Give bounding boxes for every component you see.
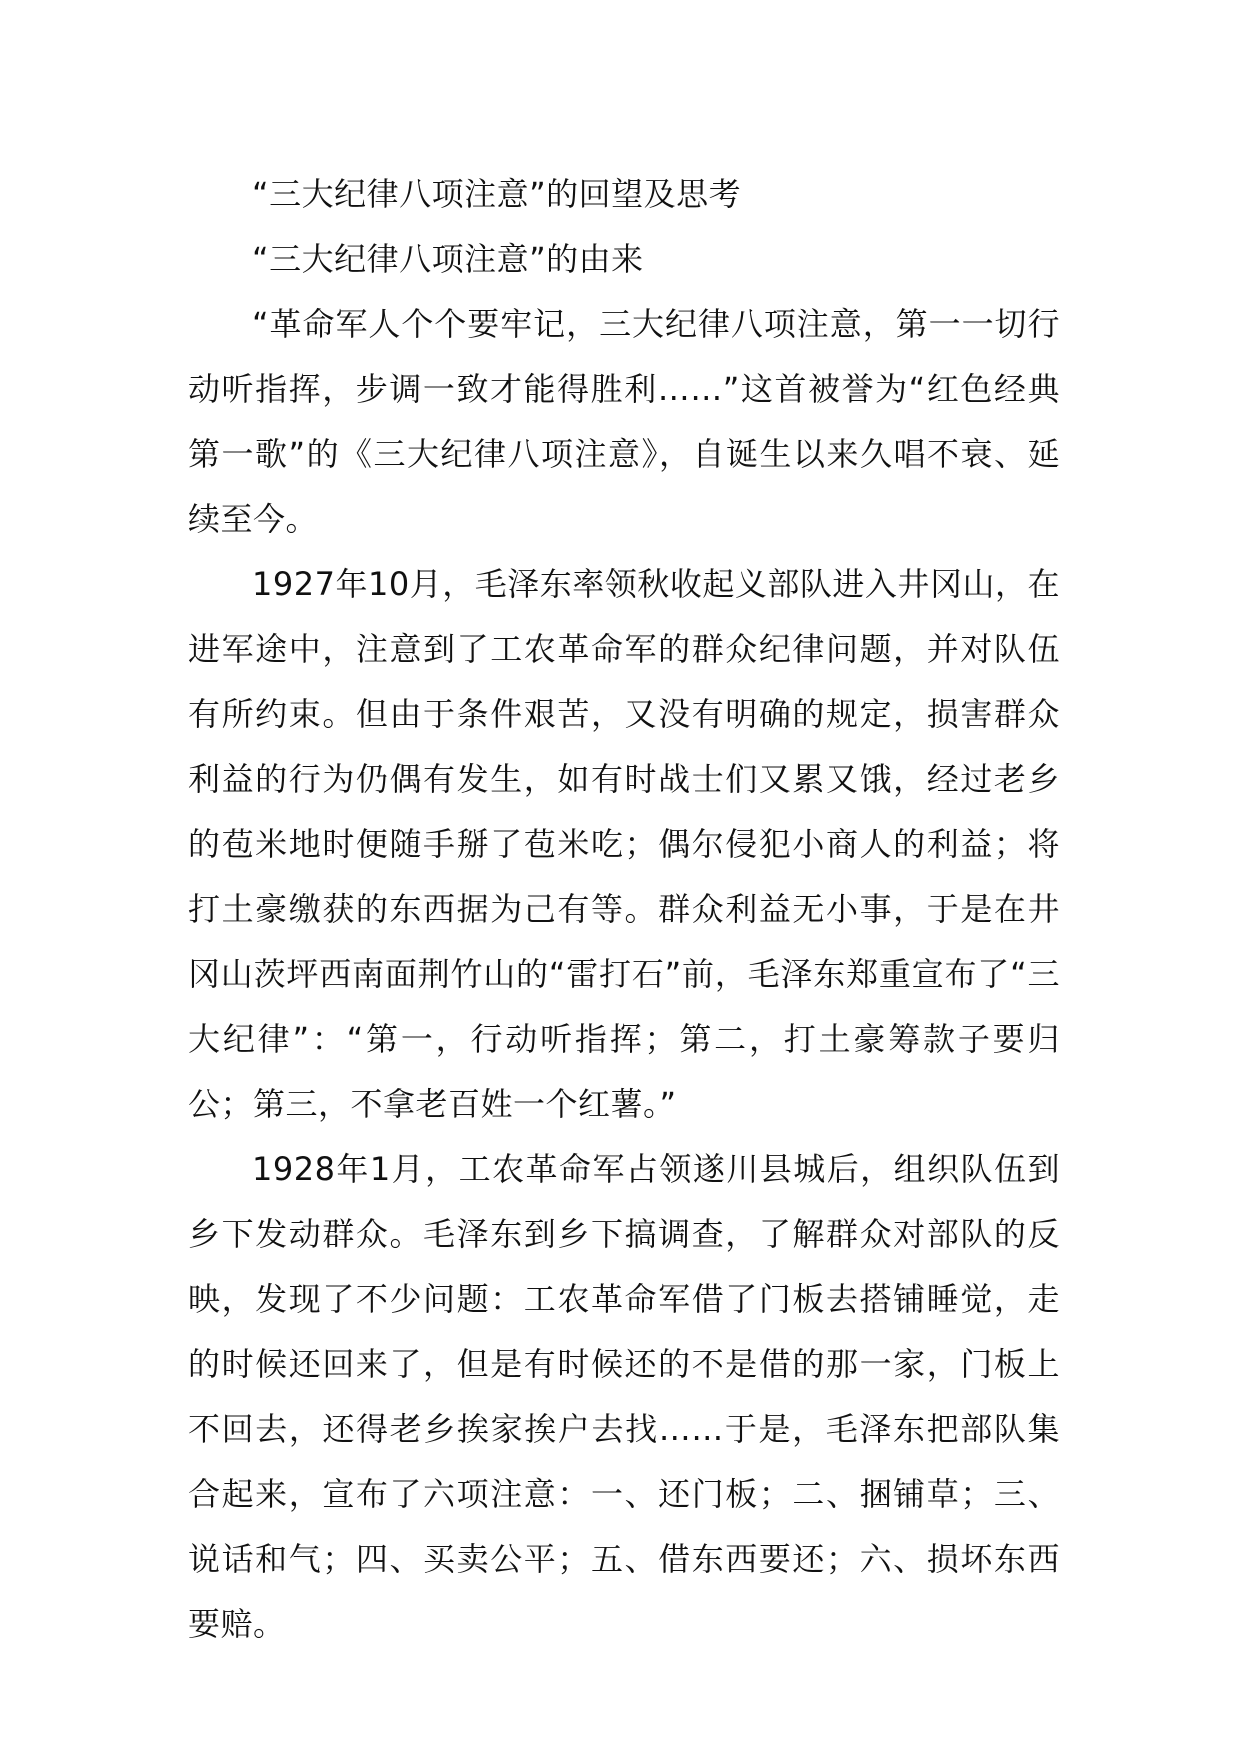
document-page xyxy=(188,162,1060,1657)
paragraph-1928: 1928年1月，工农革命军占领遂川县城后，组织队伍到乡下发动群众。毛泽东到乡下搞调查，了解群众对部队的反映，发现了不少问题：工农革命军借了门板去搭铺睡觉，走的时候还回来了，但是有时候还的不是借的那一家，门板上不回去，还得老乡挨家挨户去找……于是，毛泽东把部队集合起来，宣布了六项注意：一、还门板；二、捆铺草；三、说话和气；四、买卖公平；五、借东西要还；六、损坏东西要赔。 xyxy=(188,1150,1060,1643)
paragraph-intro: “革命军人个个要牢记，三大纪律八项注意，第一一切行动听指挥，步调一致才能得胜利……”这首被誉为“红色经典第一歌”的《三大纪律八项注意》，自诞生以来久唱不衰、延续至今。 xyxy=(188,305,1060,538)
section-heading: “三大纪律八项注意”的由来 xyxy=(252,240,644,278)
document-title: “三大纪律八项注意”的回望及思考 xyxy=(252,175,742,213)
paragraph-1927: 1927年10月，毛泽东率领秋收起义部队进入井冈山，在进军途中，注意到了工农革命军的群众纪律问题，并对队伍有所约束。但由于条件艰苦，又没有明确的规定，损害群众利益的行为仍偶有发生，如有时战士们又累又饿，经过老乡的苞米地时便随手掰了苞米吃；偶尔侵犯小商人的利益；将打土豪缴获的东西据为己有等。群众利益无小事，于是在井冈山茨坪西南面荆竹山的“雷打石”前，毛泽东郑重宣布了“三大纪律”：“第一，行动听指挥；第二，打土豪筹款子要归公；第三，不拿老百姓一个红薯。” xyxy=(188,565,1060,1123)
